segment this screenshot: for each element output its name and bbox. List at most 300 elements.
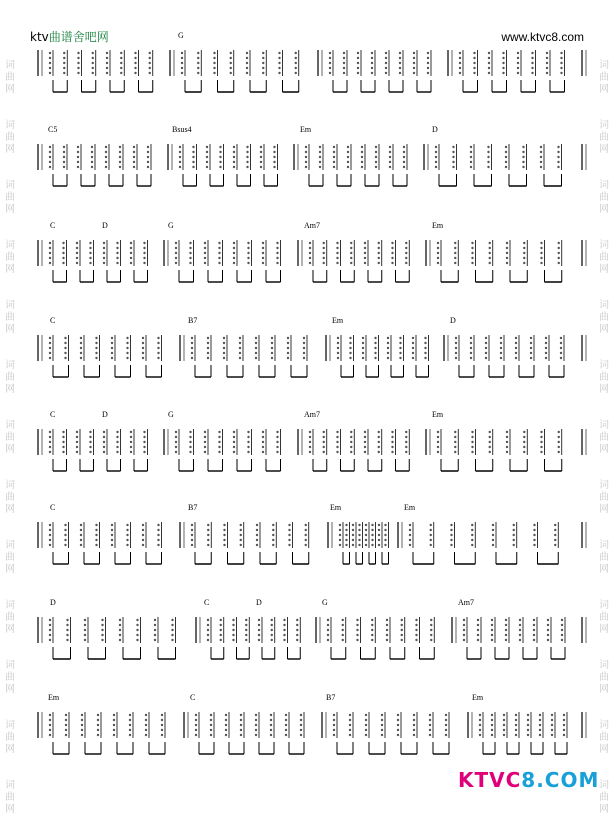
- fret-number: [336, 242, 338, 244]
- fret-number: [192, 161, 194, 163]
- fret-number: [66, 624, 68, 626]
- fret-number: [276, 242, 278, 244]
- fret-number: [271, 347, 273, 349]
- fret-number: [288, 529, 290, 531]
- fret-number: [387, 337, 389, 339]
- fret-number: [247, 446, 249, 448]
- fret-number: [429, 724, 431, 726]
- fret-number: [405, 436, 407, 438]
- fret-number: [545, 357, 547, 359]
- fret-number: [437, 257, 439, 259]
- fret-number: [503, 724, 505, 726]
- chord-label: Am7: [458, 598, 474, 607]
- fret-number: [130, 247, 132, 249]
- fret-number: [80, 529, 82, 531]
- fret-number: [352, 539, 354, 541]
- fret-number: [223, 357, 225, 359]
- fret-number: [384, 524, 386, 526]
- fret-number: [491, 624, 493, 626]
- fret-number: [399, 347, 401, 349]
- fret-number: [352, 529, 354, 531]
- fret-number: [64, 539, 66, 541]
- fret-number: [517, 57, 519, 59]
- fret-number: [413, 724, 415, 726]
- fret-number: [157, 337, 159, 339]
- fret-number: [89, 257, 91, 259]
- fret-number: [471, 252, 473, 254]
- fret-number: [105, 156, 107, 158]
- fret-number: [62, 257, 64, 259]
- fret-number: [230, 62, 232, 64]
- fret-number: [255, 357, 257, 359]
- chord-label: G: [168, 410, 174, 419]
- fret-number: [361, 161, 363, 163]
- fret-number: [455, 352, 457, 354]
- fret-number: [126, 534, 128, 536]
- fret-number: [412, 352, 414, 354]
- fret-number: [350, 431, 352, 433]
- fret-number: [500, 352, 502, 354]
- fret-number: [485, 342, 487, 344]
- chord-label: Am7: [304, 221, 320, 230]
- fret-number: [531, 72, 533, 74]
- fret-number: [233, 441, 235, 443]
- fret-number: [103, 436, 105, 438]
- fret-number: [333, 146, 335, 148]
- fret-number: [189, 257, 191, 259]
- fret-number: [300, 724, 302, 726]
- fret-number: [413, 719, 415, 721]
- fret-number: [213, 72, 215, 74]
- fret-number: [435, 146, 437, 148]
- fret-number: [80, 337, 82, 339]
- fret-number: [171, 629, 173, 631]
- fret-number: [522, 146, 524, 148]
- fret-number: [207, 534, 209, 536]
- fret-number: [49, 257, 51, 259]
- fret-number: [65, 729, 67, 731]
- fret-number: [455, 342, 457, 344]
- fret-number: [49, 337, 51, 339]
- fret-number: [506, 436, 508, 438]
- fret-number: [305, 161, 307, 163]
- fret-number: [262, 436, 264, 438]
- fret-number: [273, 156, 275, 158]
- fret-number: [116, 451, 118, 453]
- fret-number: [76, 431, 78, 433]
- fret-number: [540, 252, 542, 254]
- fret-number: [262, 446, 264, 448]
- fret-number: [371, 529, 373, 531]
- fret-number: [424, 357, 426, 359]
- fret-number: [262, 57, 264, 59]
- fret-number: [191, 529, 193, 531]
- fret-number: [101, 619, 103, 621]
- fret-number: [64, 544, 66, 546]
- fret-number: [430, 534, 432, 536]
- fret-number: [287, 347, 289, 349]
- fret-number: [463, 624, 465, 626]
- fret-number: [491, 629, 493, 631]
- fret-number: [149, 62, 151, 64]
- fret-number: [49, 534, 51, 536]
- fret-number: [192, 146, 194, 148]
- fret-number: [233, 431, 235, 433]
- fret-number: [437, 436, 439, 438]
- fret-number: [545, 342, 547, 344]
- fret-number: [84, 624, 86, 626]
- fret-number: [204, 441, 206, 443]
- fret-number: [246, 166, 248, 168]
- fret-number: [523, 247, 525, 249]
- fret-number: [62, 451, 64, 453]
- fret-number: [492, 529, 494, 531]
- fret-number: [191, 539, 193, 541]
- fret-number: [385, 52, 387, 54]
- fret-number: [101, 639, 103, 641]
- fret-number: [430, 639, 432, 641]
- fret-number: [171, 639, 173, 641]
- fret-number: [255, 724, 257, 726]
- fret-number: [473, 72, 475, 74]
- fret-number: [256, 544, 258, 546]
- fret-number: [547, 619, 549, 621]
- fret-number: [239, 352, 241, 354]
- fret-number: [405, 451, 407, 453]
- fret-number: [145, 724, 147, 726]
- fret-number: [384, 539, 386, 541]
- fret-number: [523, 431, 525, 433]
- fret-number: [246, 57, 248, 59]
- fret-number: [561, 634, 563, 636]
- fret-number: [230, 52, 232, 54]
- fret-number: [62, 242, 64, 244]
- fret-number: [515, 729, 517, 731]
- fret-number: [364, 441, 366, 443]
- fret-number: [84, 629, 86, 631]
- fret-number: [77, 151, 79, 153]
- fret-number: [523, 262, 525, 264]
- fret-number: [119, 619, 121, 621]
- fret-number: [142, 337, 144, 339]
- fret-number: [130, 252, 132, 254]
- fret-number: [305, 156, 307, 158]
- fret-number: [147, 161, 149, 163]
- fret-number: [430, 634, 432, 636]
- fret-number: [471, 431, 473, 433]
- fret-number: [554, 529, 556, 531]
- fret-number: [63, 151, 65, 153]
- fret-number: [204, 436, 206, 438]
- fret-number: [111, 337, 113, 339]
- fret-number: [129, 719, 131, 721]
- fret-number: [391, 247, 393, 249]
- fret-number: [191, 357, 193, 359]
- fret-number: [560, 337, 562, 339]
- chord-label: D: [256, 598, 262, 607]
- fret-number: [387, 342, 389, 344]
- fret-number: [49, 57, 51, 59]
- fret-number: [258, 619, 260, 621]
- fret-number: [189, 436, 191, 438]
- fret-number: [233, 242, 235, 244]
- fret-number: [506, 431, 508, 433]
- fret-number: [540, 441, 542, 443]
- fret-number: [505, 146, 507, 148]
- fret-number: [560, 57, 562, 59]
- fret-number: [502, 67, 504, 69]
- fret-number: [413, 52, 415, 54]
- fret-number: [336, 436, 338, 438]
- fret-number: [479, 729, 481, 731]
- fret-number: [309, 436, 311, 438]
- fret-number: [471, 529, 473, 531]
- fret-number: [260, 146, 262, 148]
- chord-label: C: [50, 221, 56, 230]
- fret-number: [515, 352, 517, 354]
- fret-number: [378, 529, 380, 531]
- fret-number: [197, 57, 199, 59]
- fret-number: [136, 634, 138, 636]
- fret-number: [175, 436, 177, 438]
- fret-number: [342, 619, 344, 621]
- fret-number: [119, 166, 121, 168]
- site-name-main: 曲谱舍吧网: [48, 30, 109, 44]
- fret-number: [362, 342, 364, 344]
- fret-number: [76, 436, 78, 438]
- fret-number: [471, 534, 473, 536]
- fret-number: [258, 634, 260, 636]
- fret-number: [399, 52, 401, 54]
- fret-number: [246, 52, 248, 54]
- fret-number: [391, 431, 393, 433]
- fret-number: [157, 524, 159, 526]
- fret-number: [455, 337, 457, 339]
- fret-number: [517, 52, 519, 54]
- fret-number: [64, 529, 66, 531]
- fret-number: [558, 262, 560, 264]
- fret-number: [303, 357, 305, 359]
- fret-number: [429, 714, 431, 716]
- fret-number: [459, 57, 461, 59]
- fret-number: [157, 347, 159, 349]
- fret-number: [89, 247, 91, 249]
- fret-number: [455, 347, 457, 349]
- fret-number: [405, 242, 407, 244]
- fret-number: [401, 634, 403, 636]
- fret-number: [435, 166, 437, 168]
- fret-number: [126, 347, 128, 349]
- watermark-text: 词 曲 网: [599, 480, 609, 515]
- fret-number: [80, 347, 82, 349]
- fret-number: [381, 734, 383, 736]
- fret-number: [485, 337, 487, 339]
- fret-number: [113, 724, 115, 726]
- fret-number: [533, 624, 535, 626]
- fret-number: [342, 624, 344, 626]
- fret-number: [271, 624, 273, 626]
- fret-number: [239, 342, 241, 344]
- fret-number: [375, 156, 377, 158]
- fret-number: [561, 639, 563, 641]
- fret-number: [342, 629, 344, 631]
- fret-number: [500, 342, 502, 344]
- fret-number: [517, 62, 519, 64]
- fret-number: [233, 262, 235, 264]
- fret-number: [116, 436, 118, 438]
- fret-number: [424, 337, 426, 339]
- fret-number: [506, 262, 508, 264]
- fret-number: [364, 242, 366, 244]
- fret-number: [66, 639, 68, 641]
- fret-number: [333, 724, 335, 726]
- fret-number: [161, 714, 163, 716]
- fret-number: [500, 337, 502, 339]
- fret-number: [129, 724, 131, 726]
- fret-number: [336, 451, 338, 453]
- fret-number: [409, 534, 411, 536]
- fret-number: [487, 161, 489, 163]
- fret-number: [531, 62, 533, 64]
- fret-number: [364, 257, 366, 259]
- fret-number: [352, 534, 354, 536]
- fret-number: [120, 67, 122, 69]
- fret-number: [271, 634, 273, 636]
- fret-number: [454, 451, 456, 453]
- fret-number: [134, 62, 136, 64]
- fret-number: [333, 714, 335, 716]
- fret-number: [130, 441, 132, 443]
- fret-number: [77, 57, 79, 59]
- fret-number: [64, 342, 66, 344]
- fret-number: [309, 451, 311, 453]
- fret-number: [505, 619, 507, 621]
- fret-number: [374, 347, 376, 349]
- fret-number: [519, 624, 521, 626]
- fret-number: [142, 342, 144, 344]
- fret-number: [207, 624, 209, 626]
- fret-number: [378, 436, 380, 438]
- fret-number: [111, 529, 113, 531]
- fret-number: [204, 431, 206, 433]
- fret-number: [64, 352, 66, 354]
- fret-number: [347, 146, 349, 148]
- fret-number: [225, 724, 227, 726]
- fret-number: [207, 544, 209, 546]
- fret-number: [371, 634, 373, 636]
- fret-number: [157, 529, 159, 531]
- fret-number: [371, 67, 373, 69]
- fret-number: [66, 629, 68, 631]
- fret-number: [381, 719, 383, 721]
- fret-number: [371, 62, 373, 64]
- fret-number: [343, 67, 345, 69]
- watermark-text: 词 曲 网: [599, 780, 609, 815]
- fret-number: [523, 446, 525, 448]
- fret-number: [358, 524, 360, 526]
- fret-number: [296, 634, 298, 636]
- fret-number: [305, 544, 307, 546]
- fret-number: [477, 634, 479, 636]
- fret-number: [533, 539, 535, 541]
- fret-number: [505, 161, 507, 163]
- fret-number: [143, 247, 145, 249]
- fret-number: [247, 436, 249, 438]
- fret-number: [49, 634, 51, 636]
- fret-number: [103, 431, 105, 433]
- fret-number: [513, 539, 515, 541]
- fret-number: [223, 347, 225, 349]
- chord-label: D: [50, 598, 56, 607]
- fret-number: [427, 62, 429, 64]
- fret-number: [513, 534, 515, 536]
- fret-number: [64, 357, 66, 359]
- fret-number: [473, 67, 475, 69]
- fret-number: [558, 247, 560, 249]
- chord-label: G: [178, 31, 184, 40]
- fret-number: [64, 534, 66, 536]
- fret-number: [479, 724, 481, 726]
- fret-number: [278, 62, 280, 64]
- fret-number: [145, 714, 147, 716]
- fret-number: [488, 57, 490, 59]
- fret-number: [103, 242, 105, 244]
- fret-number: [111, 544, 113, 546]
- fret-number: [84, 619, 86, 621]
- fret-number: [491, 729, 493, 731]
- fret-number: [191, 347, 193, 349]
- fret-number: [278, 72, 280, 74]
- fret-number: [523, 441, 525, 443]
- fret-number: [473, 57, 475, 59]
- fret-number: [49, 62, 51, 64]
- fret-number: [342, 634, 344, 636]
- fret-number: [271, 352, 273, 354]
- fret-number: [389, 146, 391, 148]
- fret-number: [283, 624, 285, 626]
- chord-label: Bsus4: [172, 125, 192, 134]
- fret-number: [347, 151, 349, 153]
- fret-number: [272, 534, 274, 536]
- fret-number: [288, 539, 290, 541]
- fret-number: [489, 257, 491, 259]
- fret-number: [479, 734, 481, 736]
- fret-number: [207, 337, 209, 339]
- fret-number: [342, 639, 344, 641]
- fret-number: [262, 242, 264, 244]
- fret-number: [230, 72, 232, 74]
- fret-number: [327, 624, 329, 626]
- fret-number: [64, 347, 66, 349]
- fret-number: [323, 257, 325, 259]
- fret-number: [551, 719, 553, 721]
- fret-number: [523, 451, 525, 453]
- fret-number: [81, 734, 83, 736]
- fret-number: [364, 436, 366, 438]
- fret-number: [230, 67, 232, 69]
- fret-number: [361, 146, 363, 148]
- fret-number: [271, 342, 273, 344]
- fret-number: [247, 431, 249, 433]
- fret-number: [378, 257, 380, 259]
- fret-number: [540, 156, 542, 158]
- fret-number: [134, 67, 136, 69]
- fret-number: [323, 446, 325, 448]
- fret-number: [273, 146, 275, 148]
- fret-number: [80, 357, 82, 359]
- chord-label: C5: [48, 125, 58, 134]
- watermark-text: 词 曲 网: [5, 780, 15, 815]
